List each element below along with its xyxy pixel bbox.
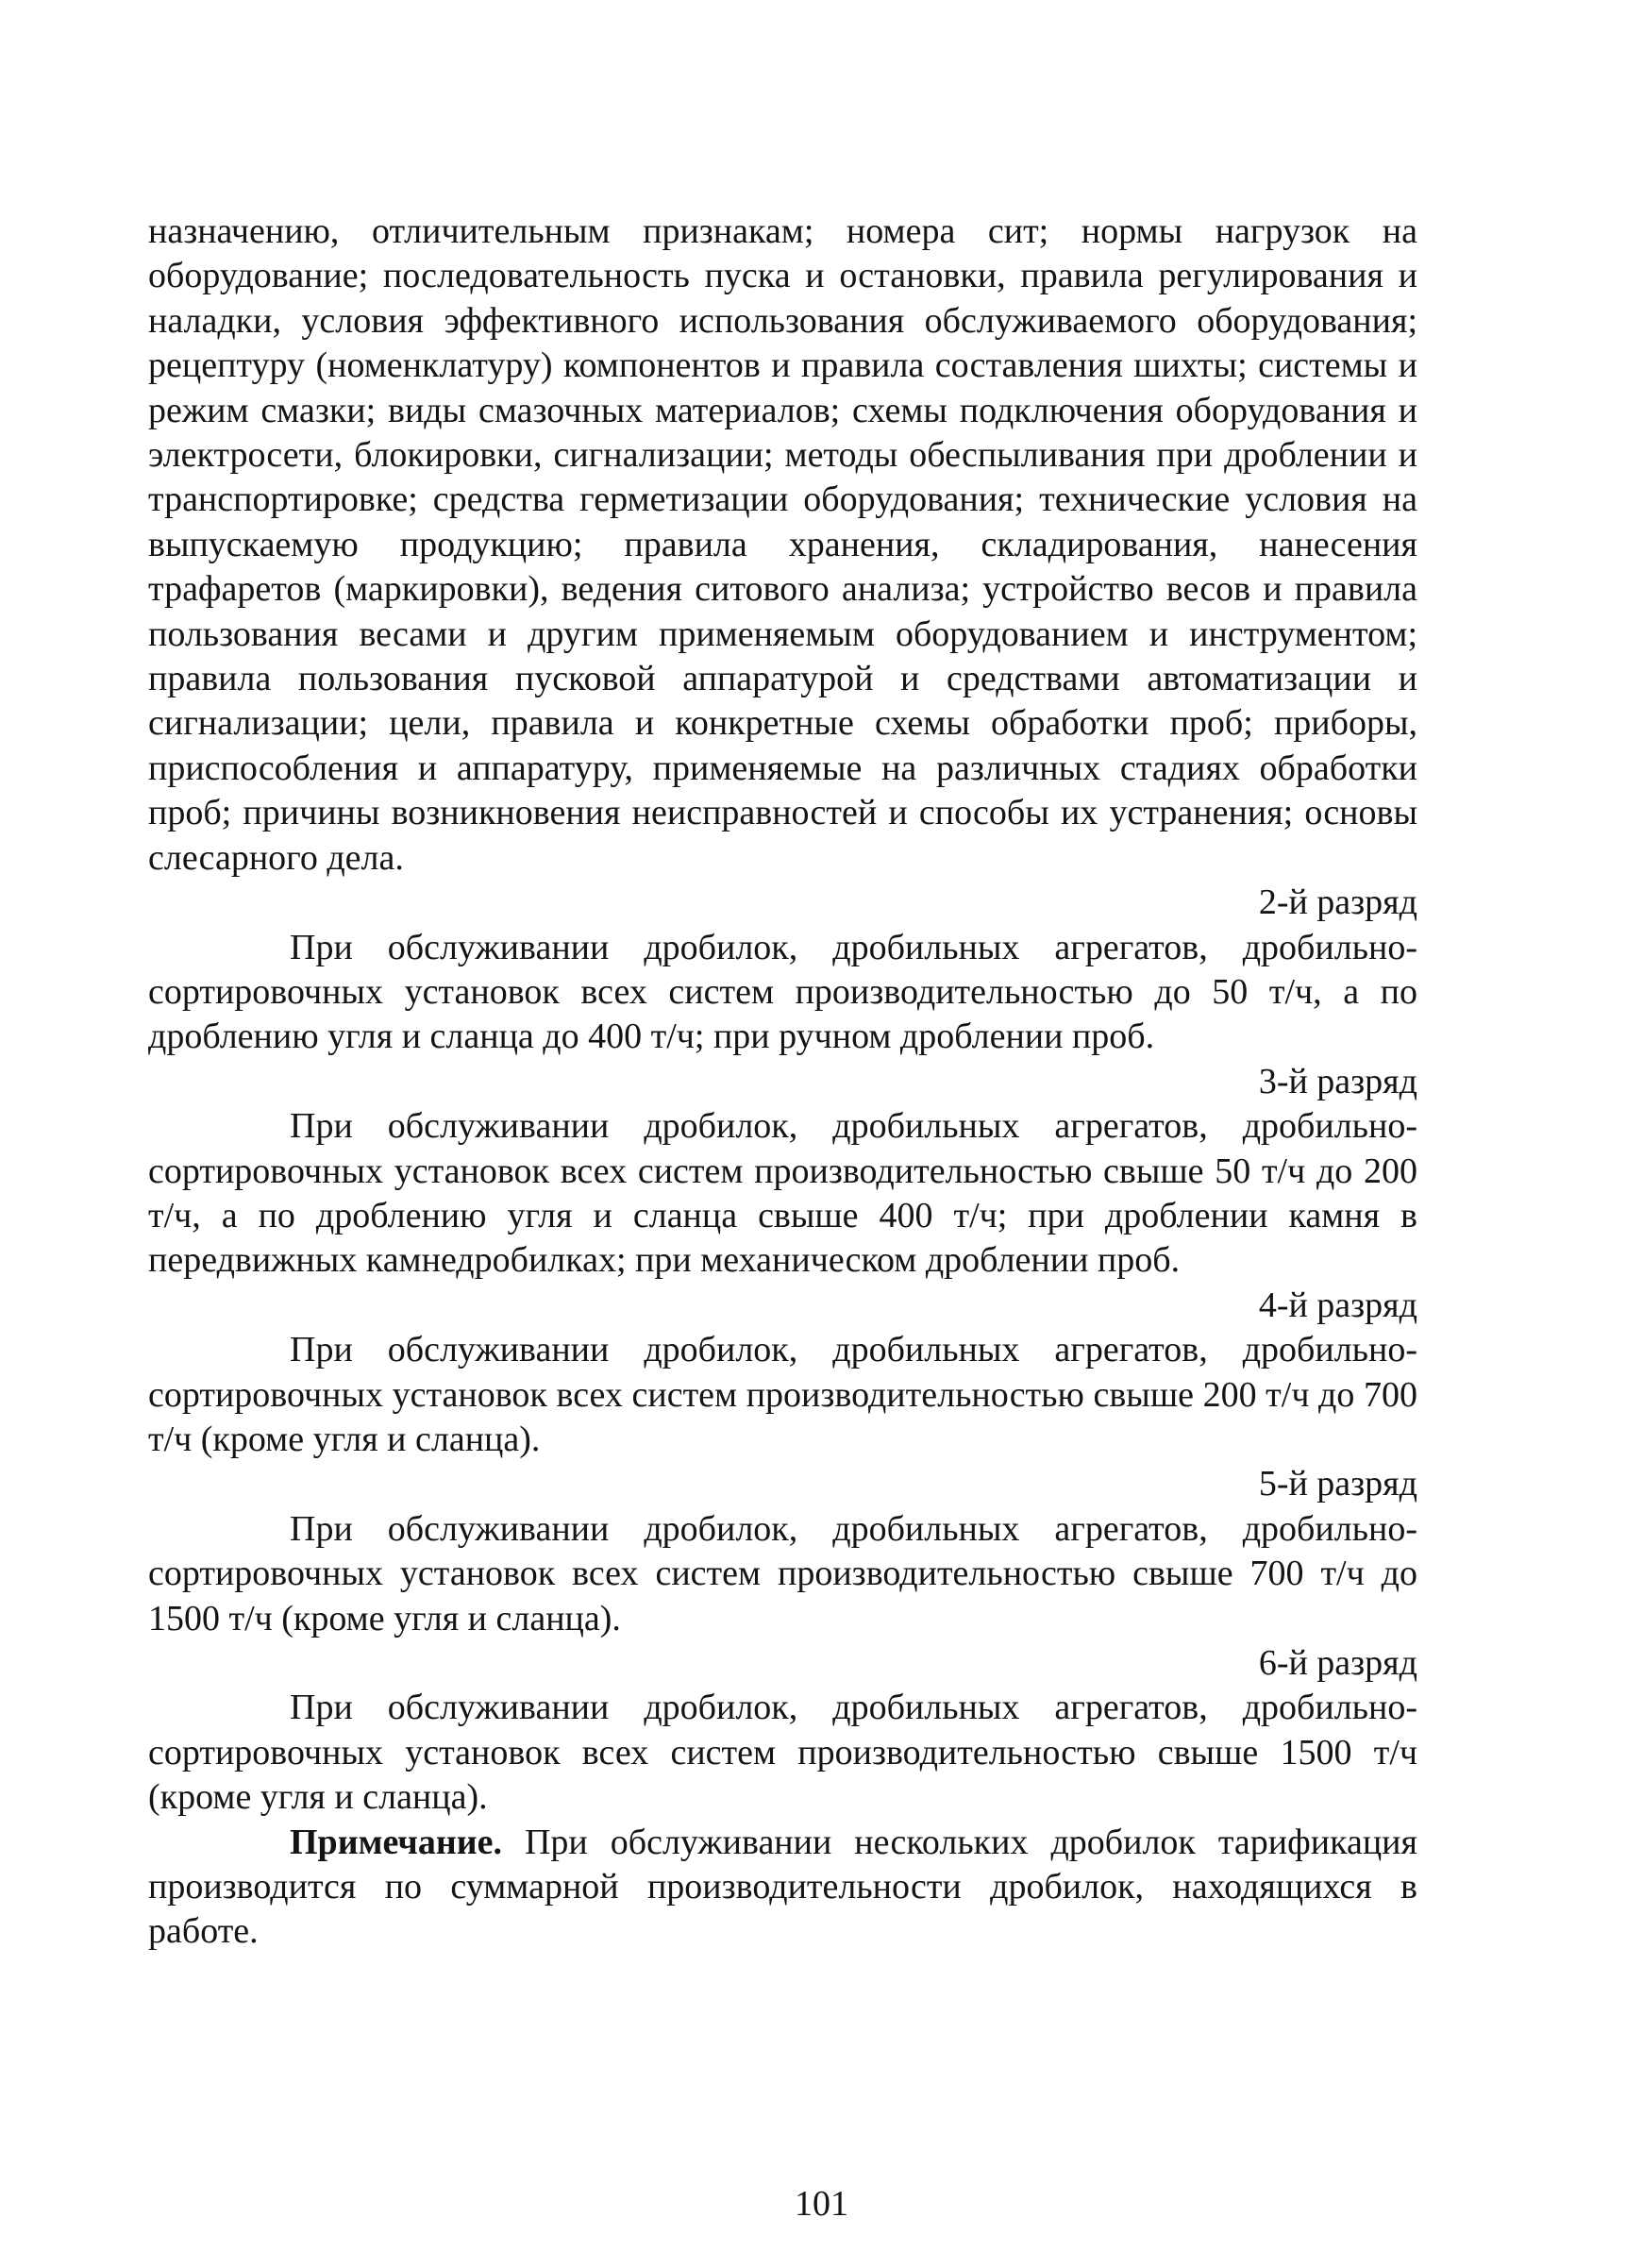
grade-2-text: При обслуживании дробилок, дробильных агрегатов, дробильно-сортировочных установок всех систем производительностью до 50 т/ч, а по дроблению угля и сланца до 400 т/ч; при ручном дроблении проб. xyxy=(148,927,1417,1057)
page-number: 101 xyxy=(795,2184,848,2224)
grade-4-heading: 4-й разряд xyxy=(1258,1285,1417,1325)
note-text: При обслуживании нескольких дробилок тарификация производится по суммарной производительности дробилок, находящихся в работе. xyxy=(148,1822,1417,1952)
note-label: Примечание. xyxy=(290,1822,502,1862)
note-paragraph xyxy=(148,1821,1417,1955)
grade-6-text: При обслуживании дробилок, дробильных агрегатов, дробильно-сортировочных установок всех систем производительностью свыше 1500 т/ч (кроме угля и сланца). xyxy=(148,1688,1417,1818)
grade-2-heading: 2-й разряд xyxy=(1258,882,1417,923)
text-column xyxy=(148,210,1417,1955)
grade-3-text: При обслуживании дробилок, дробильных агрегатов, дробильно-сортировочных установок всех систем производительностью свыше 50 т/ч до 200 т/ч, а по дроблению угля и сланца свыше 400 т/ч; при дроблении камня в передвижных камнедробилках; при механическом дроблении проб. xyxy=(148,1106,1417,1281)
intro-paragraph: назначению, отличительным признакам; номера сит; нормы нагрузок на оборудование; последовательность пуска и остановки, правила регулирования и наладки, условия эффективного использования обслуживаемого оборудования; рецептуру (номенклатуру) компонентов и правила составления шихты; системы и режим смазки; виды смазочных материалов; схемы подключения оборудования и электросети, блокировки, сигнализации; методы обеспыливания при дроблении и транспортировке; средства герметизации оборудования; технические условия на выпускаемую продукцию; правила хранения, складирования, нанесения трафаретов (маркировки), ведения ситового анализа; устройство весов и правила пользования весами и другим применяемым оборудованием и инструментом; правила пользования пусковой аппаратурой и средствами автоматизации и сигнализации; цели, правила и конкретные схемы обработки проб; приборы, приспособления и аппаратуру, применяемые на различных стадиях обработки проб; причины возникновения неисправностей и способы их устранения; основы слесарного дела. xyxy=(148,211,1417,878)
grade-6-heading: 6-й разряд xyxy=(1258,1643,1417,1683)
grade-4-text: При обслуживании дробилок, дробильных агрегатов, дробильно-сортировочных установок всех систем производительностью свыше 200 т/ч до 700 т/ч (кроме угля и сланца). xyxy=(148,1330,1417,1459)
grade-5-text: При обслуживании дробилок, дробильных агрегатов, дробильно-сортировочных установок всех систем производительностью свыше 700 т/ч до 1500 т/ч (кроме угля и сланца). xyxy=(148,1508,1417,1638)
grade-5-heading: 5-й разряд xyxy=(1258,1464,1417,1504)
grade-3-heading: 3-й разряд xyxy=(1258,1061,1417,1101)
